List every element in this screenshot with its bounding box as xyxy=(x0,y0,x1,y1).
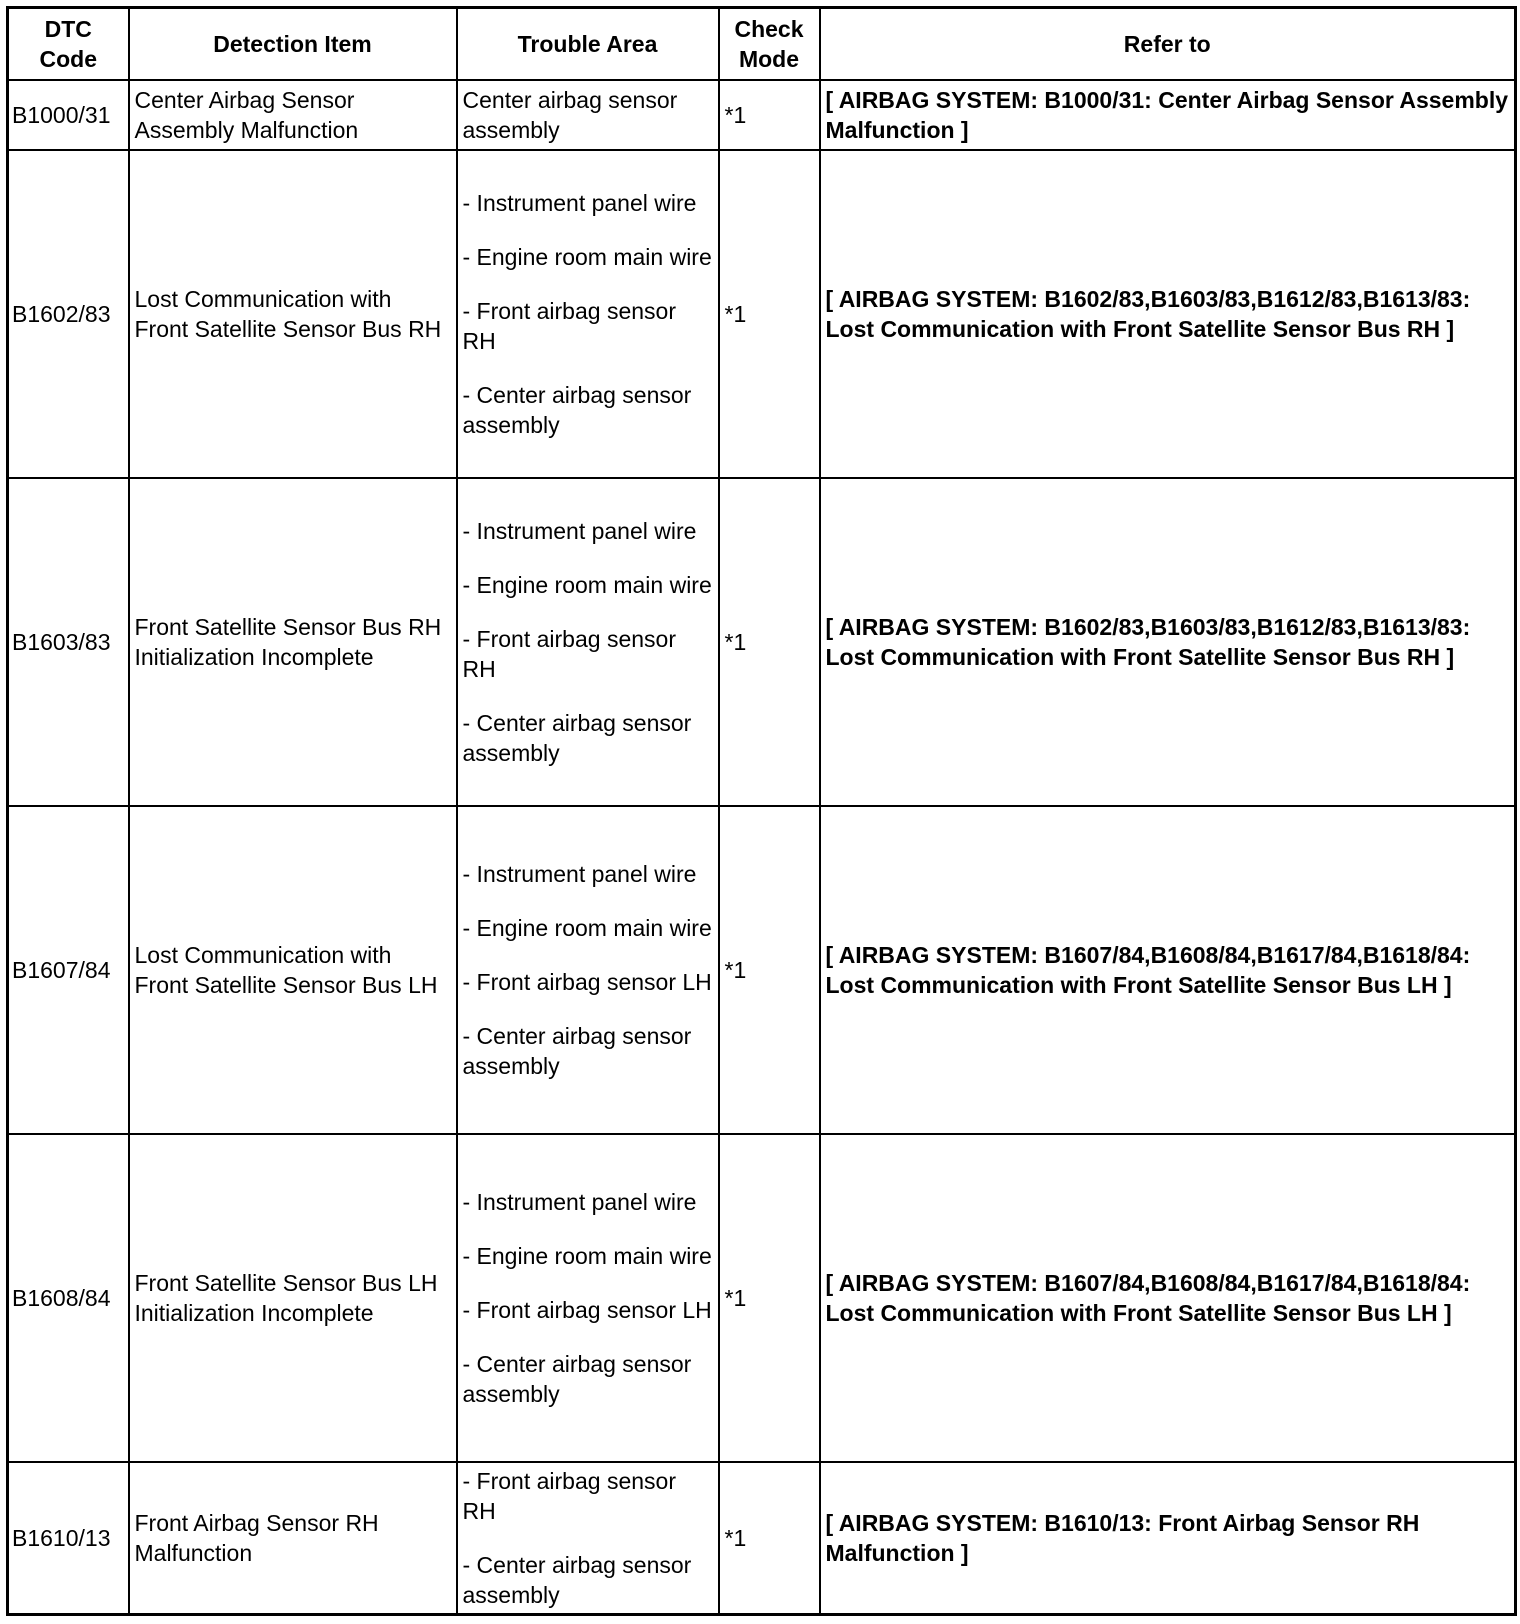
header-trouble-area: Trouble Area xyxy=(457,8,719,81)
refer-to-link[interactable]: [ AIRBAG SYSTEM: B1000/31: Center Airbag Sensor Assembly Malfunction ] xyxy=(820,80,1516,150)
refer-to-link[interactable]: [ AIRBAG SYSTEM: B1607/84,B1608/84,B1617/84,B1618/84: Lost Communication with Front Satellite Sensor Bus LH ] xyxy=(820,1134,1516,1462)
check-mode-cell: *1 xyxy=(719,806,820,1134)
detection-item-cell: Front Airbag Sensor RH Malfunction xyxy=(129,1462,457,1615)
trouble-area-item: - Center airbag sensor assembly xyxy=(462,1351,692,1407)
detection-item-cell: Lost Communication with Front Satellite Sensor Bus RH xyxy=(129,150,457,478)
check-mode-cell: *1 xyxy=(719,478,820,806)
trouble-area-item: - Front airbag sensor RH xyxy=(462,626,676,682)
trouble-area-item: - Instrument panel wire xyxy=(462,518,697,544)
check-mode-cell: *1 xyxy=(719,80,820,150)
trouble-area-item: - Center airbag sensor assembly xyxy=(462,710,692,766)
trouble-area-item: - Front airbag sensor LH xyxy=(462,969,712,995)
trouble-area-item: - Engine room main wire xyxy=(462,572,712,598)
trouble-area-cell xyxy=(457,478,719,806)
trouble-area-item: - Engine room main wire xyxy=(462,1243,712,1269)
trouble-area-cell xyxy=(457,1462,719,1615)
refer-to-link[interactable]: [ AIRBAG SYSTEM: B1610/13: Front Airbag Sensor RH Malfunction ] xyxy=(820,1462,1516,1615)
detection-item-cell: Front Satellite Sensor Bus LH Initialization Incomplete xyxy=(129,1134,457,1462)
trouble-area-item: - Center airbag sensor assembly xyxy=(462,1023,692,1079)
detection-item-cell: Center Airbag Sensor Assembly Malfunction xyxy=(129,80,457,150)
trouble-area-cell xyxy=(457,1134,719,1462)
table-row xyxy=(8,1462,1516,1615)
trouble-area-item: Center airbag sensor assembly xyxy=(462,87,678,143)
dtc-code-cell: B1607/84 xyxy=(8,806,129,1134)
check-mode-cell: *1 xyxy=(719,1134,820,1462)
trouble-area-cell xyxy=(457,150,719,478)
dtc-code-cell: B1608/84 xyxy=(8,1134,129,1462)
trouble-area-item: - Engine room main wire xyxy=(462,244,712,270)
trouble-area-item: - Instrument panel wire xyxy=(462,1189,697,1215)
header-refer-to: Refer to xyxy=(820,8,1516,81)
trouble-area-item: - Instrument panel wire xyxy=(462,190,697,216)
header-detection-item: Detection Item xyxy=(129,8,457,81)
detection-item-cell: Lost Communication with Front Satellite Sensor Bus LH xyxy=(129,806,457,1134)
trouble-area-item: - Front airbag sensor RH xyxy=(462,1468,676,1524)
trouble-area-cell xyxy=(457,806,719,1134)
refer-to-link[interactable]: [ AIRBAG SYSTEM: B1602/83,B1603/83,B1612/83,B1613/83: Lost Communication with Front Satellite Sensor Bus RH ] xyxy=(820,478,1516,806)
dtc-code-cell: B1603/83 xyxy=(8,478,129,806)
trouble-area-cell xyxy=(457,80,719,150)
detection-item-cell: Front Satellite Sensor Bus RH Initialization Incomplete xyxy=(129,478,457,806)
table-row xyxy=(8,80,1516,150)
refer-to-link[interactable]: [ AIRBAG SYSTEM: B1607/84,B1608/84,B1617/84,B1618/84: Lost Communication with Front Satellite Sensor Bus LH ] xyxy=(820,806,1516,1134)
dtc-code-cell: B1602/83 xyxy=(8,150,129,478)
table-header-row xyxy=(8,8,1516,81)
refer-to-link[interactable]: [ AIRBAG SYSTEM: B1602/83,B1603/83,B1612/83,B1613/83: Lost Communication with Front Satellite Sensor Bus RH ] xyxy=(820,150,1516,478)
dtc-table xyxy=(6,6,1517,1616)
trouble-area-item: - Center airbag sensor assembly xyxy=(462,382,692,438)
header-dtc-code: DTC Code xyxy=(8,8,129,81)
dtc-code-cell: B1000/31 xyxy=(8,80,129,150)
table-row xyxy=(8,806,1516,1134)
table-row xyxy=(8,478,1516,806)
check-mode-cell: *1 xyxy=(719,150,820,478)
table-row xyxy=(8,150,1516,478)
dtc-code-cell: B1610/13 xyxy=(8,1462,129,1615)
trouble-area-item: - Instrument panel wire xyxy=(462,861,697,887)
check-mode-cell: *1 xyxy=(719,1462,820,1615)
trouble-area-item: - Front airbag sensor RH xyxy=(462,298,676,354)
trouble-area-item: - Front airbag sensor LH xyxy=(462,1297,712,1323)
table-row xyxy=(8,1134,1516,1462)
header-check-mode: Check Mode xyxy=(719,8,820,81)
trouble-area-item: - Center airbag sensor assembly xyxy=(462,1552,692,1608)
trouble-area-item: - Engine room main wire xyxy=(462,915,712,941)
